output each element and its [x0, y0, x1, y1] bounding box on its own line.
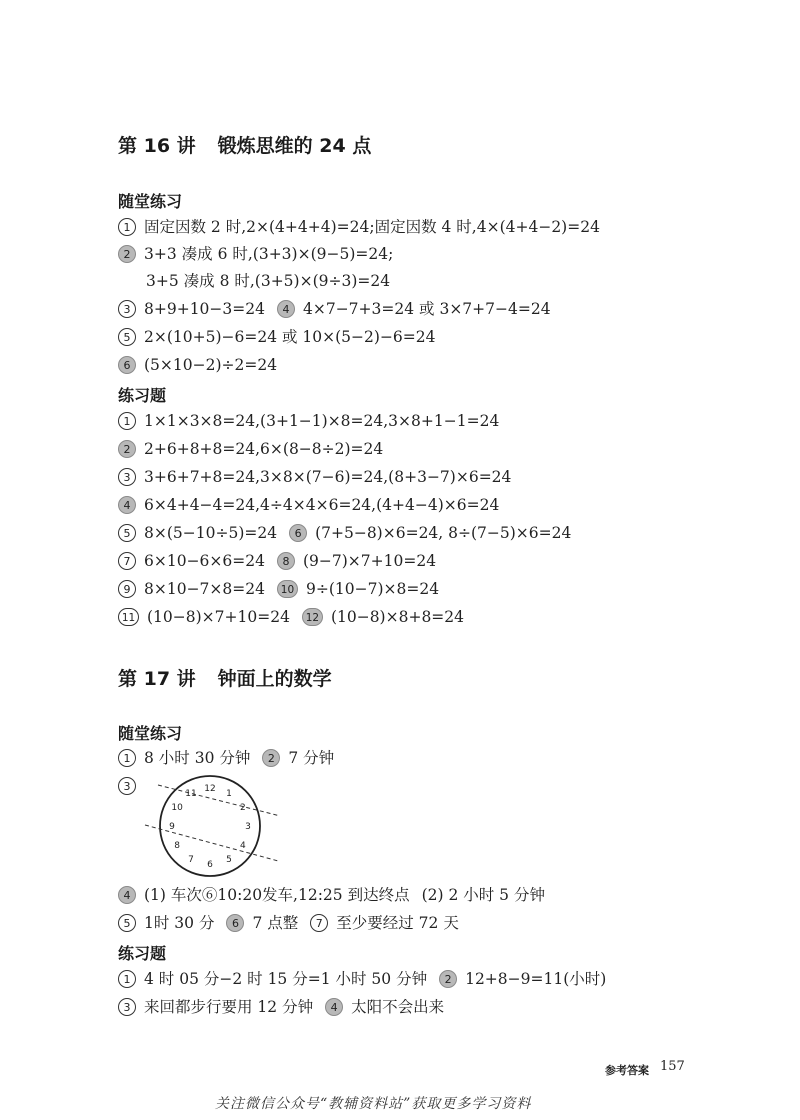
answer-number: 7: [310, 914, 328, 932]
answer-number: 4: [118, 496, 136, 514]
l16-ex-line-3: 3 3+6+7+8=24,3×8×(7−6)=24,(8+3−7)×6=24: [118, 467, 511, 487]
answer-number: 6: [226, 914, 244, 932]
l16-ex-line-7: 9 8×10−7×8=24 10 9÷(10−7)×8=24: [118, 579, 439, 599]
answer-number: 5: [118, 914, 136, 932]
l16-ex-line-1: 1 1×1×3×8=24,(3+1−1)×8=24,3×8+1−1=24: [118, 411, 499, 431]
answer-number: 3: [118, 300, 136, 318]
answer-number: 1: [118, 412, 136, 430]
l16-ex-line-6: 7 6×10−6×6=24 8 (9−7)×7+10=24: [118, 551, 436, 571]
clock-numeral: 10: [171, 803, 183, 813]
answer-number: 12: [302, 608, 323, 626]
answer-number: 9: [118, 580, 136, 598]
footer-label: 参考答案: [605, 1064, 649, 1077]
answer-number: 7: [118, 552, 136, 570]
l16-ex-line-8: 11 (10−8)×7+10=24 12 (10−8)×8+8=24: [118, 607, 464, 627]
l16-ex-line-2: 2 2+6+8+8=24,6×(8−8÷2)=24: [118, 439, 383, 459]
answer-number: 3: [118, 998, 136, 1016]
l16-cp-line-6: 6 (5×10−2)÷2=24: [118, 355, 277, 375]
answer-number: 5: [118, 524, 136, 542]
page-number: 157: [660, 1059, 685, 1074]
answer-number: 6: [289, 524, 307, 542]
l16-exercises-heading: 练习题: [118, 386, 167, 405]
l17-cp-line-5: 5 1时 30 分 6 7 点整 7 至少要经过 72 天: [118, 913, 459, 933]
answer-number: 8: [277, 552, 295, 570]
clock-numeral: 4: [240, 841, 246, 851]
l16-ex-line-4: 4 6×4+4−4=24,4÷4×4×6=24,(4+4−4)×6=24: [118, 495, 499, 515]
answer-number: 10: [277, 580, 298, 598]
l17-exercises-heading: 练习题: [118, 944, 167, 963]
answer-number: 1: [118, 970, 136, 988]
clock-numeral: 12: [204, 784, 216, 794]
answer-number: 2: [262, 749, 280, 767]
answer-number: 3: [118, 777, 136, 795]
lecture-17-title: 第 17 讲 钟面上的数学: [118, 668, 332, 690]
clock-numeral: 7: [188, 854, 194, 865]
clock-numeral: 5: [226, 854, 232, 865]
answer-number: 2: [118, 440, 136, 458]
answer-number: 2: [118, 245, 136, 263]
answer-number: 1: [118, 749, 136, 767]
lecture-16-title: 第 16 讲 锻炼思维的 24 点: [118, 135, 372, 157]
clock-numeral: 11: [185, 789, 197, 800]
l16-ex-line-5: 5 8×(5−10÷5)=24 6 (7+5−8)×6=24, 8÷(7−5)×6=24: [118, 523, 571, 543]
clock-numeral: 1: [226, 789, 232, 800]
answer-number: 4: [118, 886, 136, 904]
clock-numeral: 6: [207, 860, 213, 870]
l16-cp-line-3: 3+5 凑成 8 时,(3+5)×(9÷3)=24: [146, 272, 391, 290]
answer-number: 6: [118, 356, 136, 374]
clock-numeral: 3: [245, 822, 251, 832]
l16-class-practice-heading: 随堂练习: [118, 192, 183, 211]
answer-number: 1: [118, 218, 136, 236]
clock-numeral: 2: [240, 803, 246, 813]
l17-cp-line-4: 4 (1) 车次⑥10:20发车,12:25 到达终点 (2) 2 小时 5 分钟: [118, 885, 545, 905]
watermark: 关注微信公众号“教辅资料站”获取更多学习资料: [215, 1096, 532, 1112]
l17-ex-line-1: 1 4 时 05 分−2 时 15 分=1 小时 50 分钟 2 12+8−9=11(小时): [118, 969, 606, 989]
clock-diagram: [140, 772, 280, 880]
l17-cp-line-1: 1 8 小时 30 分钟 2 7 分钟: [118, 748, 334, 768]
l17-ex-line-2: 3 来回都步行要用 12 分钟 4 太阳不会出来: [118, 997, 444, 1017]
l16-cp-line-5: 5 2×(10+5)−6=24 或 10×(5−2)−6=24: [118, 327, 436, 347]
l16-cp-line-4: 3 8+9+10−3=24 4 4×7−7+3=24 或 3×7+7−4=24: [118, 299, 551, 319]
answer-number: 3: [118, 468, 136, 486]
clock-numeral: 9: [169, 822, 175, 832]
l16-cp-line-2: 2 3+3 凑成 6 时,(3+3)×(9−5)=24;: [118, 244, 393, 264]
l17-class-practice-heading: 随堂练习: [118, 724, 183, 743]
answer-number: 4: [325, 998, 343, 1016]
l16-cp-line-1: 1 固定因数 2 时,2×(4+4+4)=24;固定因数 4 时,4×(4+4−2)=24: [118, 217, 600, 237]
answer-number: 2: [439, 970, 457, 988]
answer-number: 4: [277, 300, 295, 318]
answer-number: 5: [118, 328, 136, 346]
answer-number: 11: [118, 608, 139, 626]
clock-numeral: 8: [174, 841, 180, 851]
